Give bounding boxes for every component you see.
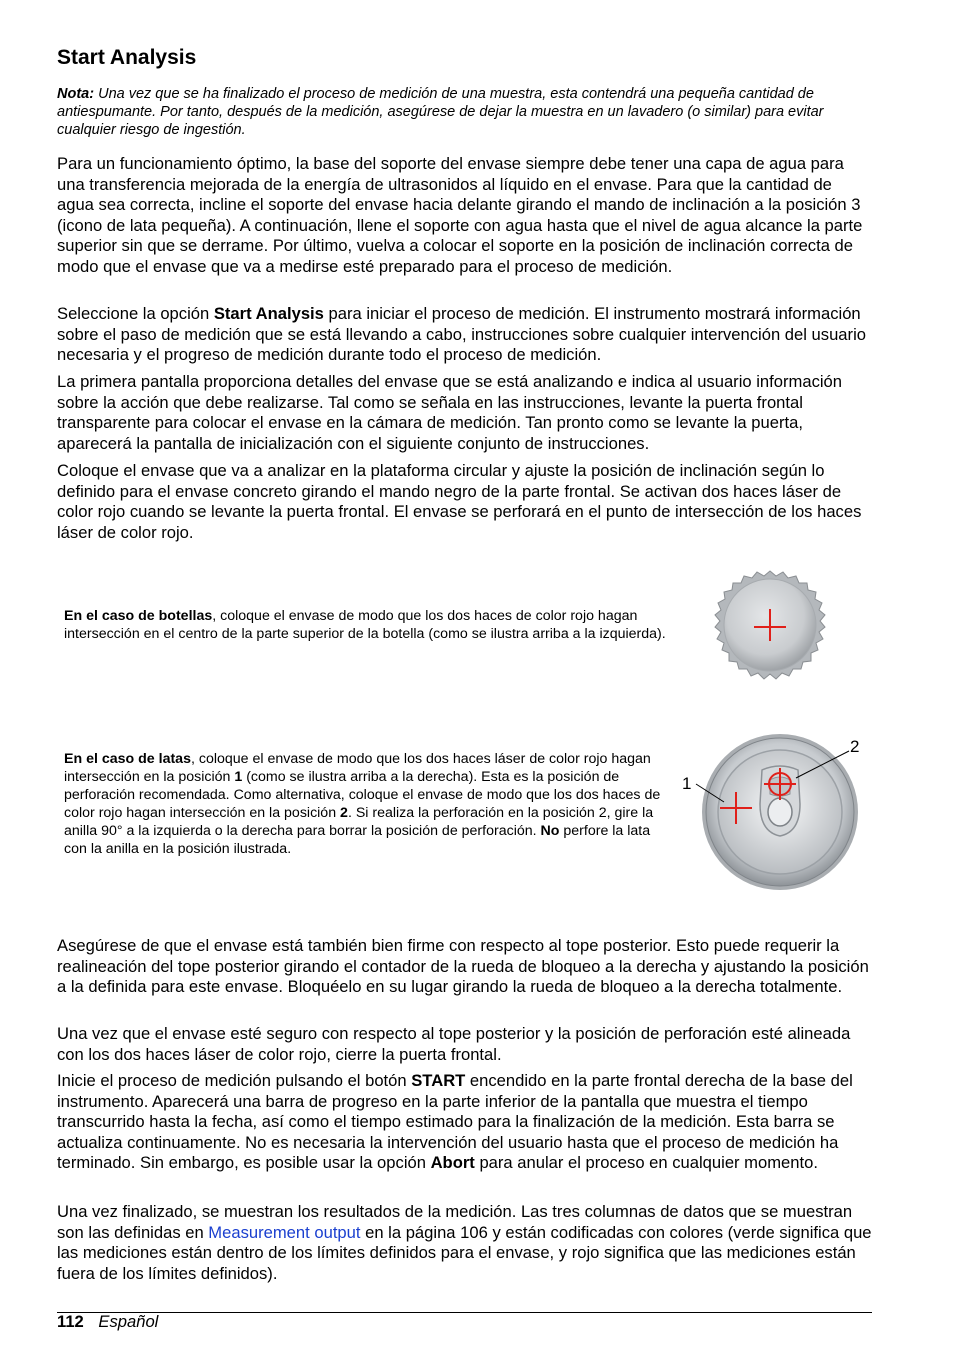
paragraph-rear-stop: Asegúrese de que el envase está también bien firme con respecto al tope posterior. Esto puede requerir la realineación del tope posterior girando el contador de la rueda de bloqueo a la derecha y ajustando la posición a la definida para este envase. Bloquéelo en su lugar girando la rueda de bloqueo a la derecha totalmente.: [57, 936, 869, 996]
paragraph-start-measurement: Inicie el proceso de medición pulsando el botón START encendido en la parte frontal derecha de la base del instrumento. Aparecerá una barra de progreso en la parte inferior de la pantalla que muestra el tiempo transcurrido hasta la fecha, así como el tiempo estimado para la finalización de la medición. Esta barra se actualiza continuamente. No es necesaria la intervención del usuario hasta que el proceso de medición ha terminado. Sin embargo, es posible usar la opción Abort para anular el proceso en cualquier momento.: [57, 1071, 853, 1172]
footer-language: Español: [98, 1312, 159, 1331]
callout-label-2: 2: [850, 737, 860, 756]
page-footer: [57, 1312, 158, 1332]
paragraph-place-container: Coloque el envase que va a analizar en la plataforma circular y ajuste la posición de inclinación según lo definido para el envase concreto girando el mando negro de la parte frontal. Se activan dos haces láser de color rojo cuando se levante la puerta frontal. El envase se perforará en el punto de intersección de los haces láser de color rojo.: [57, 461, 862, 542]
can-caption: En el caso de latas, coloque el envase de modo que los dos haces láser de color rojo hagan intersección en la posición 1 (como se ilustra arriba a la derecha). Esta es la posición de perforación recomendada. Como alternativa, coloque el envase de modo que los dos haces de color rojo hagan intersección en la posición 2. Si realiza la perforación en la posición 2, gire la anilla 90° a la izquierda o la derecha para borrar la posición de perforación. No perfore la lata con la anilla en la posición ilustrada.: [64, 751, 661, 857]
page-number: 112: [57, 1312, 84, 1331]
can-top-icon: [702, 734, 858, 890]
section-heading: Start Analysis: [57, 46, 197, 69]
paragraph-start-analysis: Seleccione la opción Start Analysis para iniciar el proceso de medición. El instrumento mostrará información sobre el paso de medición que se está llevando a cabo, instrucciones sobre cualquier intervención del usuario necesaria y el progreso de medición durante todo el proceso de medición.: [57, 304, 866, 364]
can-top-illustration: [676, 732, 866, 892]
paragraph-water-layer: Para un funcionamiento óptimo, la base del soporte del envase siempre debe tener una capa de agua para una transferencia mejorada de la energía de ultrasonidos al líquido en el envase. Para que la cantidad de agua sea correcta, incline el soporte del envase hacia delante girando el mando de inclinación a la posición 3 (icono de lata pequeña). A continuación, llene el soporte con agua hasta que el nivel de agua alcance la parte superior sin que se derrame. Por último, vuelva a colocar el soporte en la posición de inclinación correcta de modo que el envase que va a medirse esté preparado para el proceso de medición.: [57, 154, 863, 276]
paragraph-first-screen: La primera pantalla proporciona detalles del envase que se está analizando e indica al usuario información sobre la acción que debe realizarse. Tal como se señala en las instrucciones, levante la puerta frontal transparente para colocar el envase en la cámara de medición. Tan pronto como se levante la puerta, aparecerá la pantalla de inicialización con el siguiente conjunto de instrucciones.: [57, 372, 843, 453]
bottle-cap-illustration: [700, 565, 840, 695]
paragraph-results: Una vez finalizado, se muestran los resultados de la medición. Las tres columnas de datos que se muestran son las definidas en Measurement output en la página 106 y están codificadas con colores (verde significa que las mediciones están dentro de los límites definidos para el envase, y rojo significa que las mediciones están fuera de los límites definidos).: [57, 1202, 872, 1283]
safety-note: [57, 85, 872, 139]
callout-label-1: 1: [682, 774, 692, 793]
note-label: Nota:: [57, 86, 95, 102]
footer-rule: [57, 1312, 872, 1313]
note-text: Una vez que se ha finalizado el proceso de medición de una muestra, esta contendrá una pequeña cantidad de antiespumante. Por tanto, después de la medición, asegúrese de dejar la muestra en un lavadero (o similar) para evitar cualquier riesgo de ingestión.: [57, 86, 824, 138]
measurement-output-link[interactable]: Measurement output: [208, 1222, 361, 1242]
paragraph-close-door: Una vez que el envase esté seguro con respecto al tope posterior y la posición de perforación esté alineada con los dos haces láser de color rojo, cierre la puerta frontal.: [57, 1024, 851, 1064]
bottle-caption: En el caso de botellas, coloque el envase de modo que los dos haces de color rojo hagan intersección en el centro de la parte superior de la botella (como se ilustra arriba a la izquierda).: [64, 608, 666, 642]
